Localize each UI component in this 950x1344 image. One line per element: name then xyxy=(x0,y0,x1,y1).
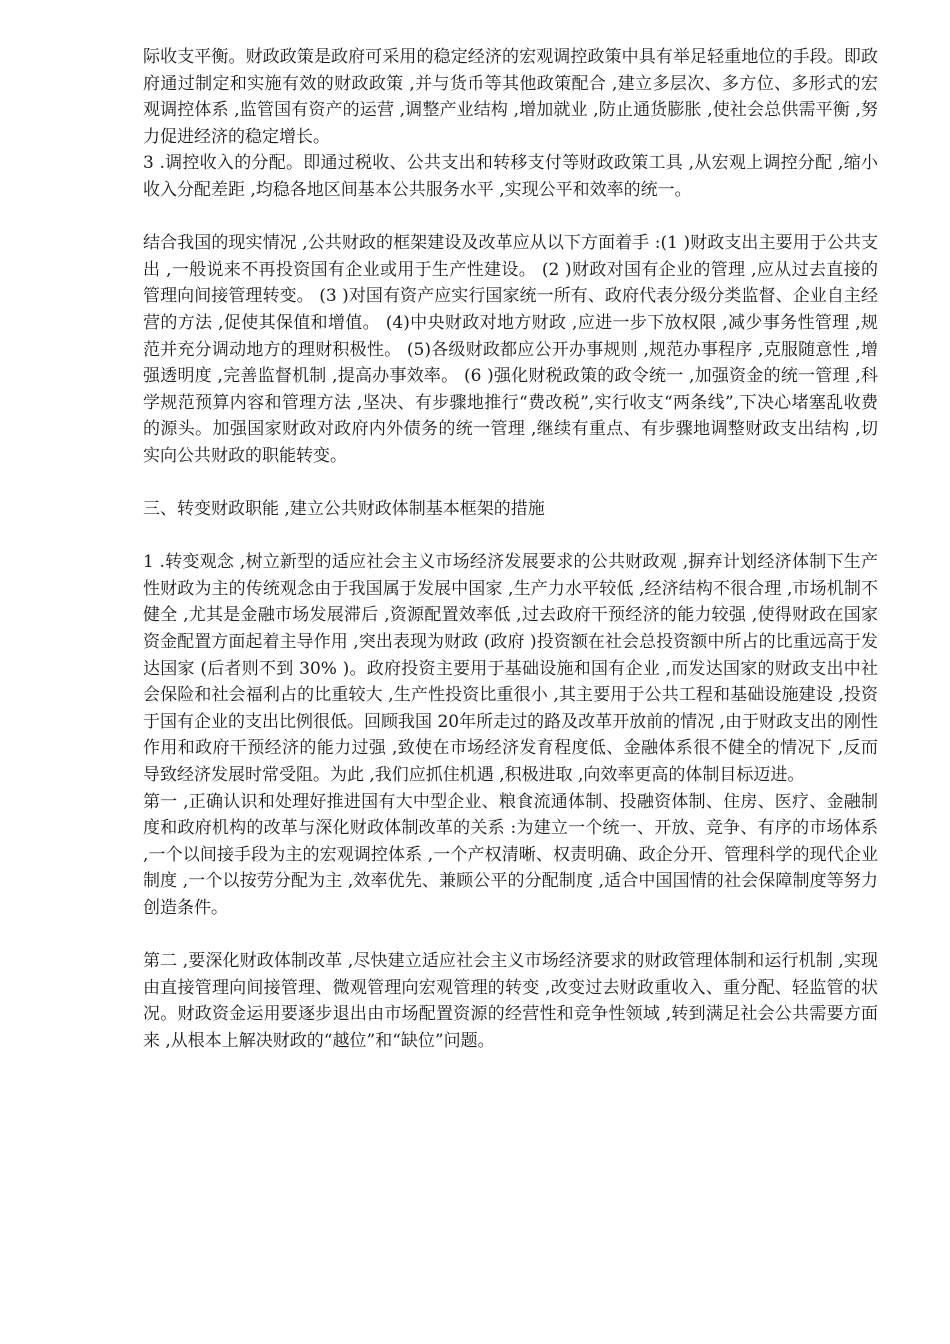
paragraph-reform-directions: 结合我国的现实情况 ,公共财政的框架建设及改革应从以下方面着手 :(1 )财政支出主要用于公共支出 ,一般说来不再投资国有企业或用于生产性建设。 (2 )财政对国有企业的管理 ,应从过去直接的管理向间接管理转变。 (3 )对国有资产应实行国家统一所有、政府代表分级分类监督、企业自主经营的方法 ,促使其保值和增值。 (4)中央财政对地方财政 ,应进一步下放权限 ,减少事务性管理 ,规范并充分调动地方的理财积极性。 (5)各级财政都应公开办事规则 ,规范办事程序 ,克服随意性 ,增强透明度 ,完善监督机制 ,提高办事效率。 (6 )强化财税政策的政令统一 ,加强资金的统一管理 ,科学规范预算内容和管理方法 ,坚决、有步骤地推行“费改税”,实行收支“两条线”,下决心堵塞乱收费的源头。加强国家财政对政府内外债务的统一管理 ,继续有重点、有步骤地调整财政支出结构 ,切实向公共财政的职能转变。 xyxy=(143,233,878,466)
paragraph-second-point: 第二 ,要深化财政体制改革 ,尽快建立适应社会主义市场经济要求的财政管理体制和运行机制 ,实现由直接管理向间接管理、微观管理向宏观管理的转变 ,改变过去财政重收入、重分配、轻监管的状况。财政资金运用要逐步退出由市场配置资源的经营性和竞争性领域 ,转到满足社会公共需要方面来 ,从根本上解决财政的“越位”和“缺位”问题。 xyxy=(143,951,878,1051)
section-heading: 三、转变财政职能 ,建立公共财政体制基本框架的措施 xyxy=(143,499,545,520)
paragraph-fiscal-policy-stabilization: 际收支平衡。财政政策是政府可采用的稳定经济的宏观调控政策中具有举足轻重地位的手段。即政府通过制定和实施有效的财政政策 ,并与货币等其他政策配合 ,建立多层次、多方位、多形式的宏观调控体系 ,监管国有资产的运营 ,调整产业结构 ,增加就业 ,防止通货膨胀 ,使社会总供需平衡 ,努力促进经济的稳定增长。 xyxy=(143,47,878,147)
paragraph-first-point: 第一 ,正确认识和处理好推进国有大中型企业、粮食流通体制、投融资体制、住房、医疗、金融制度和政府机构的改革与深化财政体制改革的关系 :为建立一个统一、开放、竞争、有序的市场体系 ,一个以间接手段为主的宏观调控体系 ,一个产权清晰、权责明确、政企分开、管理科学的现代企业制度 ,一个以按劳分配为主 ,效率优先、兼顾公平的分配制度 ,适合中国国情的社会保障制度等努力创造条件。 xyxy=(143,791,878,918)
paragraph-income-distribution: 3 .调控收入的分配。即通过税收、公共支出和转移支付等财政政策工具 ,从宏观上调控分配 ,缩小收入分配差距 ,均稳各地区间基本公共服务水平 ,实现公平和效率的统一。 xyxy=(143,153,878,200)
document-body xyxy=(143,44,878,1055)
paragraph-change-concepts: 1 .转变观念 ,树立新型的适应社会主义市场经济发展要求的公共财政观 ,摒弃计划经济体制下生产性财政为主的传统观念由于我国属于发展中国家 ,生产力水平较低 ,经济结构不很合理 ,市场机制不健全 ,尤其是金融市场发展滞后 ,资源配置效率低 ,过去政府干预经济的能力较强 ,使得财政在国家资金配置方面起着主导作用 ,突出表现为财政 (政府 )投资额在社会总投资额中所占的比重远高于发达国家 (后者则不到 30% )。政府投资主要用于基础设施和国有企业 ,而发达国家的财政支出中社会保险和社会福利占的比重较大 ,生产性投资比重很小 ,其主要用于公共工程和基础设施建设 ,投资于国有企业的支出比例很低。回顾我国 20年所走过的路及改革开放前的情况 ,由于财政支出的刚性作用和政府干预经济的能力过强 ,致使在市场经济发育程度低、金融体系很不健全的情况下 ,反而导致经济发展时常受阻。为此 ,我们应抓住机遇 ,积极进取 ,向效率更高的体制目标迈进。 xyxy=(143,552,878,786)
